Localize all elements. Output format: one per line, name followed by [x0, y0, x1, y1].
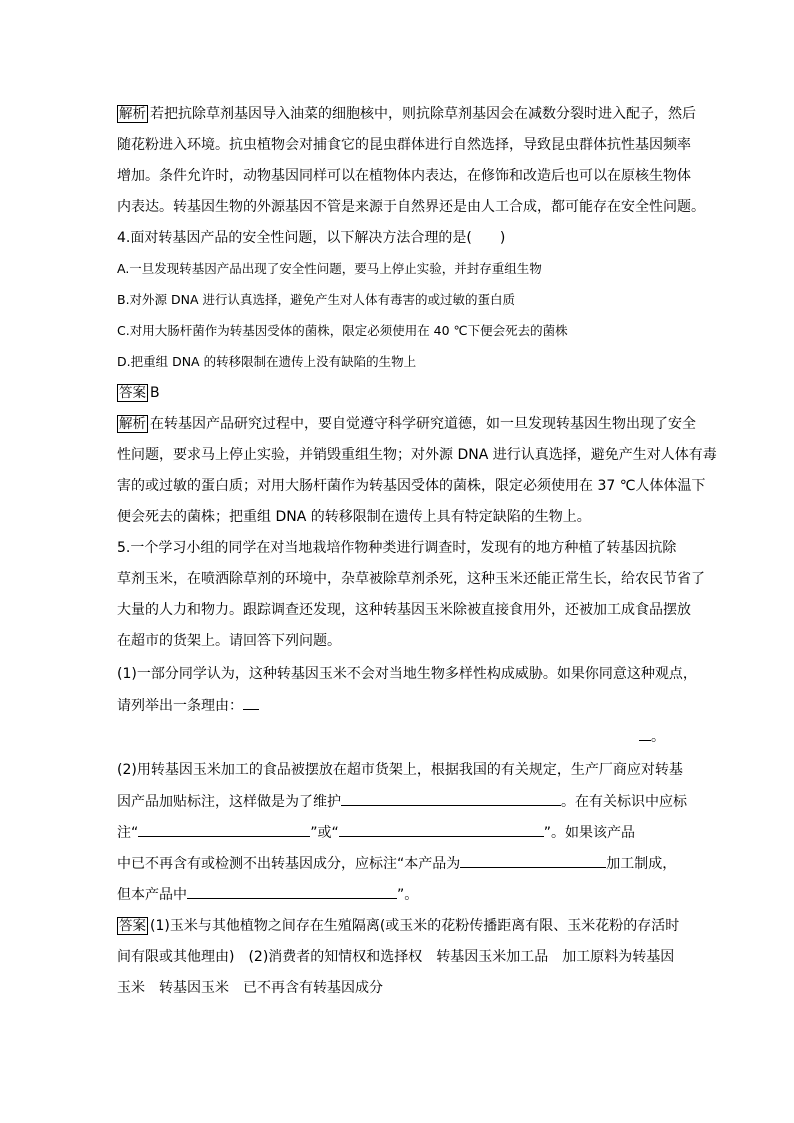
question-4-stem: 4.面对转基因产品的安全性问题，以下解决方法合理的是( ) — [117, 230, 506, 246]
sub-question-2: 但本产品中 ”。 — [117, 884, 418, 905]
analysis-line: 害的或过敏的蛋白质；对用大肠杆菌作为转基因受体的菌株，限定必须使用在 37 ℃人体体温下 — [117, 478, 706, 494]
answer-blank[interactable] — [243, 695, 259, 710]
analysis-line: 性问题，要求马上停止实验，并销毁重组生物；对外源 DNA 进行认真选择，避免产生对人体有毒 — [117, 447, 717, 463]
answer-line: 间有限或其他理由) (2)消费者的知情权和选择权 转基因玉米加工品 加工原料为转基因 — [117, 949, 675, 965]
sub-question-2: 中已不再含有或检测不出转基因成分，应标注“本产品为 加工制成， — [117, 853, 676, 874]
sub-question-2: 注“ ”或“ ”。如果该产品 — [117, 822, 635, 843]
question-5-stem: 草剂玉米，在喷洒除草剂的环境中，杂草被除草剂杀死，这种玉米还能正常生长，给农民节省了 — [117, 571, 705, 587]
sub-question-1: 请列举出一条理由： — [117, 695, 259, 716]
analysis-line: 解析 若把抗除草剂基因导入油菜的细胞核中，则抗除草剂基因会在减数分裂时进入配子，然后 — [119, 106, 696, 122]
analysis-line: 便会死去的菌株；把重组 DNA 的转移限制在遗传上具有特定缺陷的生物上。 — [117, 509, 591, 525]
analysis-line: 随花粉进入环境。抗虫植物会对捕食它的昆虫群体进行自然选择，导致昆虫群体抗性基因频率 — [117, 137, 691, 153]
option-a: A.一旦发现转基因产品出现了安全性问题，要马上停止实验，并封存重组生物 — [117, 261, 542, 276]
answer-blank[interactable] — [460, 853, 606, 868]
sub-question-2: 因产品加贴标注，这样做是为了维护 。在有关标识中应标 — [117, 791, 687, 812]
option-b: B.对外源 DNA 进行认真选择，避免产生对人体有毒害的或过敏的蛋白质 — [117, 292, 516, 307]
analysis-label: 解析 — [119, 416, 146, 432]
sub-question-1: (1)一部分同学认为，这种转基因玉米不会对当地生物多样性构成威胁。如果你同意这种观点， — [117, 666, 697, 682]
answer-blank[interactable] — [138, 822, 310, 837]
answer-line — [117, 383, 160, 403]
sub-question-2: (2)用转基因玉米加工的食品被摆放在超市货架上，根据我国的有关规定，生产厂商应对转基 — [117, 762, 683, 778]
analysis-label: 解析 — [119, 106, 146, 122]
answer-blank[interactable] — [639, 726, 651, 741]
analysis-line: 解析 在转基因产品研究过程中，要自觉遵守科学研究道德，如一旦发现转基因生物出现了安全 — [119, 416, 696, 432]
answer-blank[interactable] — [339, 822, 544, 837]
analysis-line: 增加。条件允许时，动物基因同样可以在植物体内表达，在修饰和改造后也可以在原核生物体 — [117, 168, 691, 184]
option-d: D.把重组 DNA 的转移限制在遗传上没有缺陷的生物上 — [117, 354, 417, 369]
analysis-line: 内表达。转基因生物的外源基因不管是来源于自然界还是由人工合成，都可能存在安全性问题。 — [117, 199, 705, 215]
option-c: C.对用大肠杆菌作为转基因受体的菌株，限定必须使用在 40 ℃下便会死去的菌株 — [117, 323, 568, 338]
blank-end: 。 — [639, 726, 665, 747]
answer-label: 答案 — [119, 918, 146, 934]
answer-value: B — [150, 385, 160, 401]
question-5-stem: 大量的人力和物力。跟踪调查还发现，这种转基因玉米除被直接食用外，还被加工成食品摆放 — [117, 602, 691, 618]
answer-label: 答案 — [119, 385, 146, 401]
answer-blank[interactable] — [187, 884, 397, 899]
question-5-stem: 5.一个学习小组的同学在对当地栽培作物种类进行调查时，发现有的地方种植了转基因抗除 — [117, 540, 677, 556]
question-5-stem: 在超市的货架上。请回答下列问题。 — [117, 633, 341, 649]
answer-line: 玉米 转基因玉米 已不再含有转基因成分 — [117, 980, 383, 996]
answer-blank[interactable] — [341, 791, 561, 806]
answer-line: 答案 (1)玉米与其他植物之间存在生殖隔离(或玉米的花粉传播距离有限、玉米花粉的存活时 — [119, 918, 680, 934]
